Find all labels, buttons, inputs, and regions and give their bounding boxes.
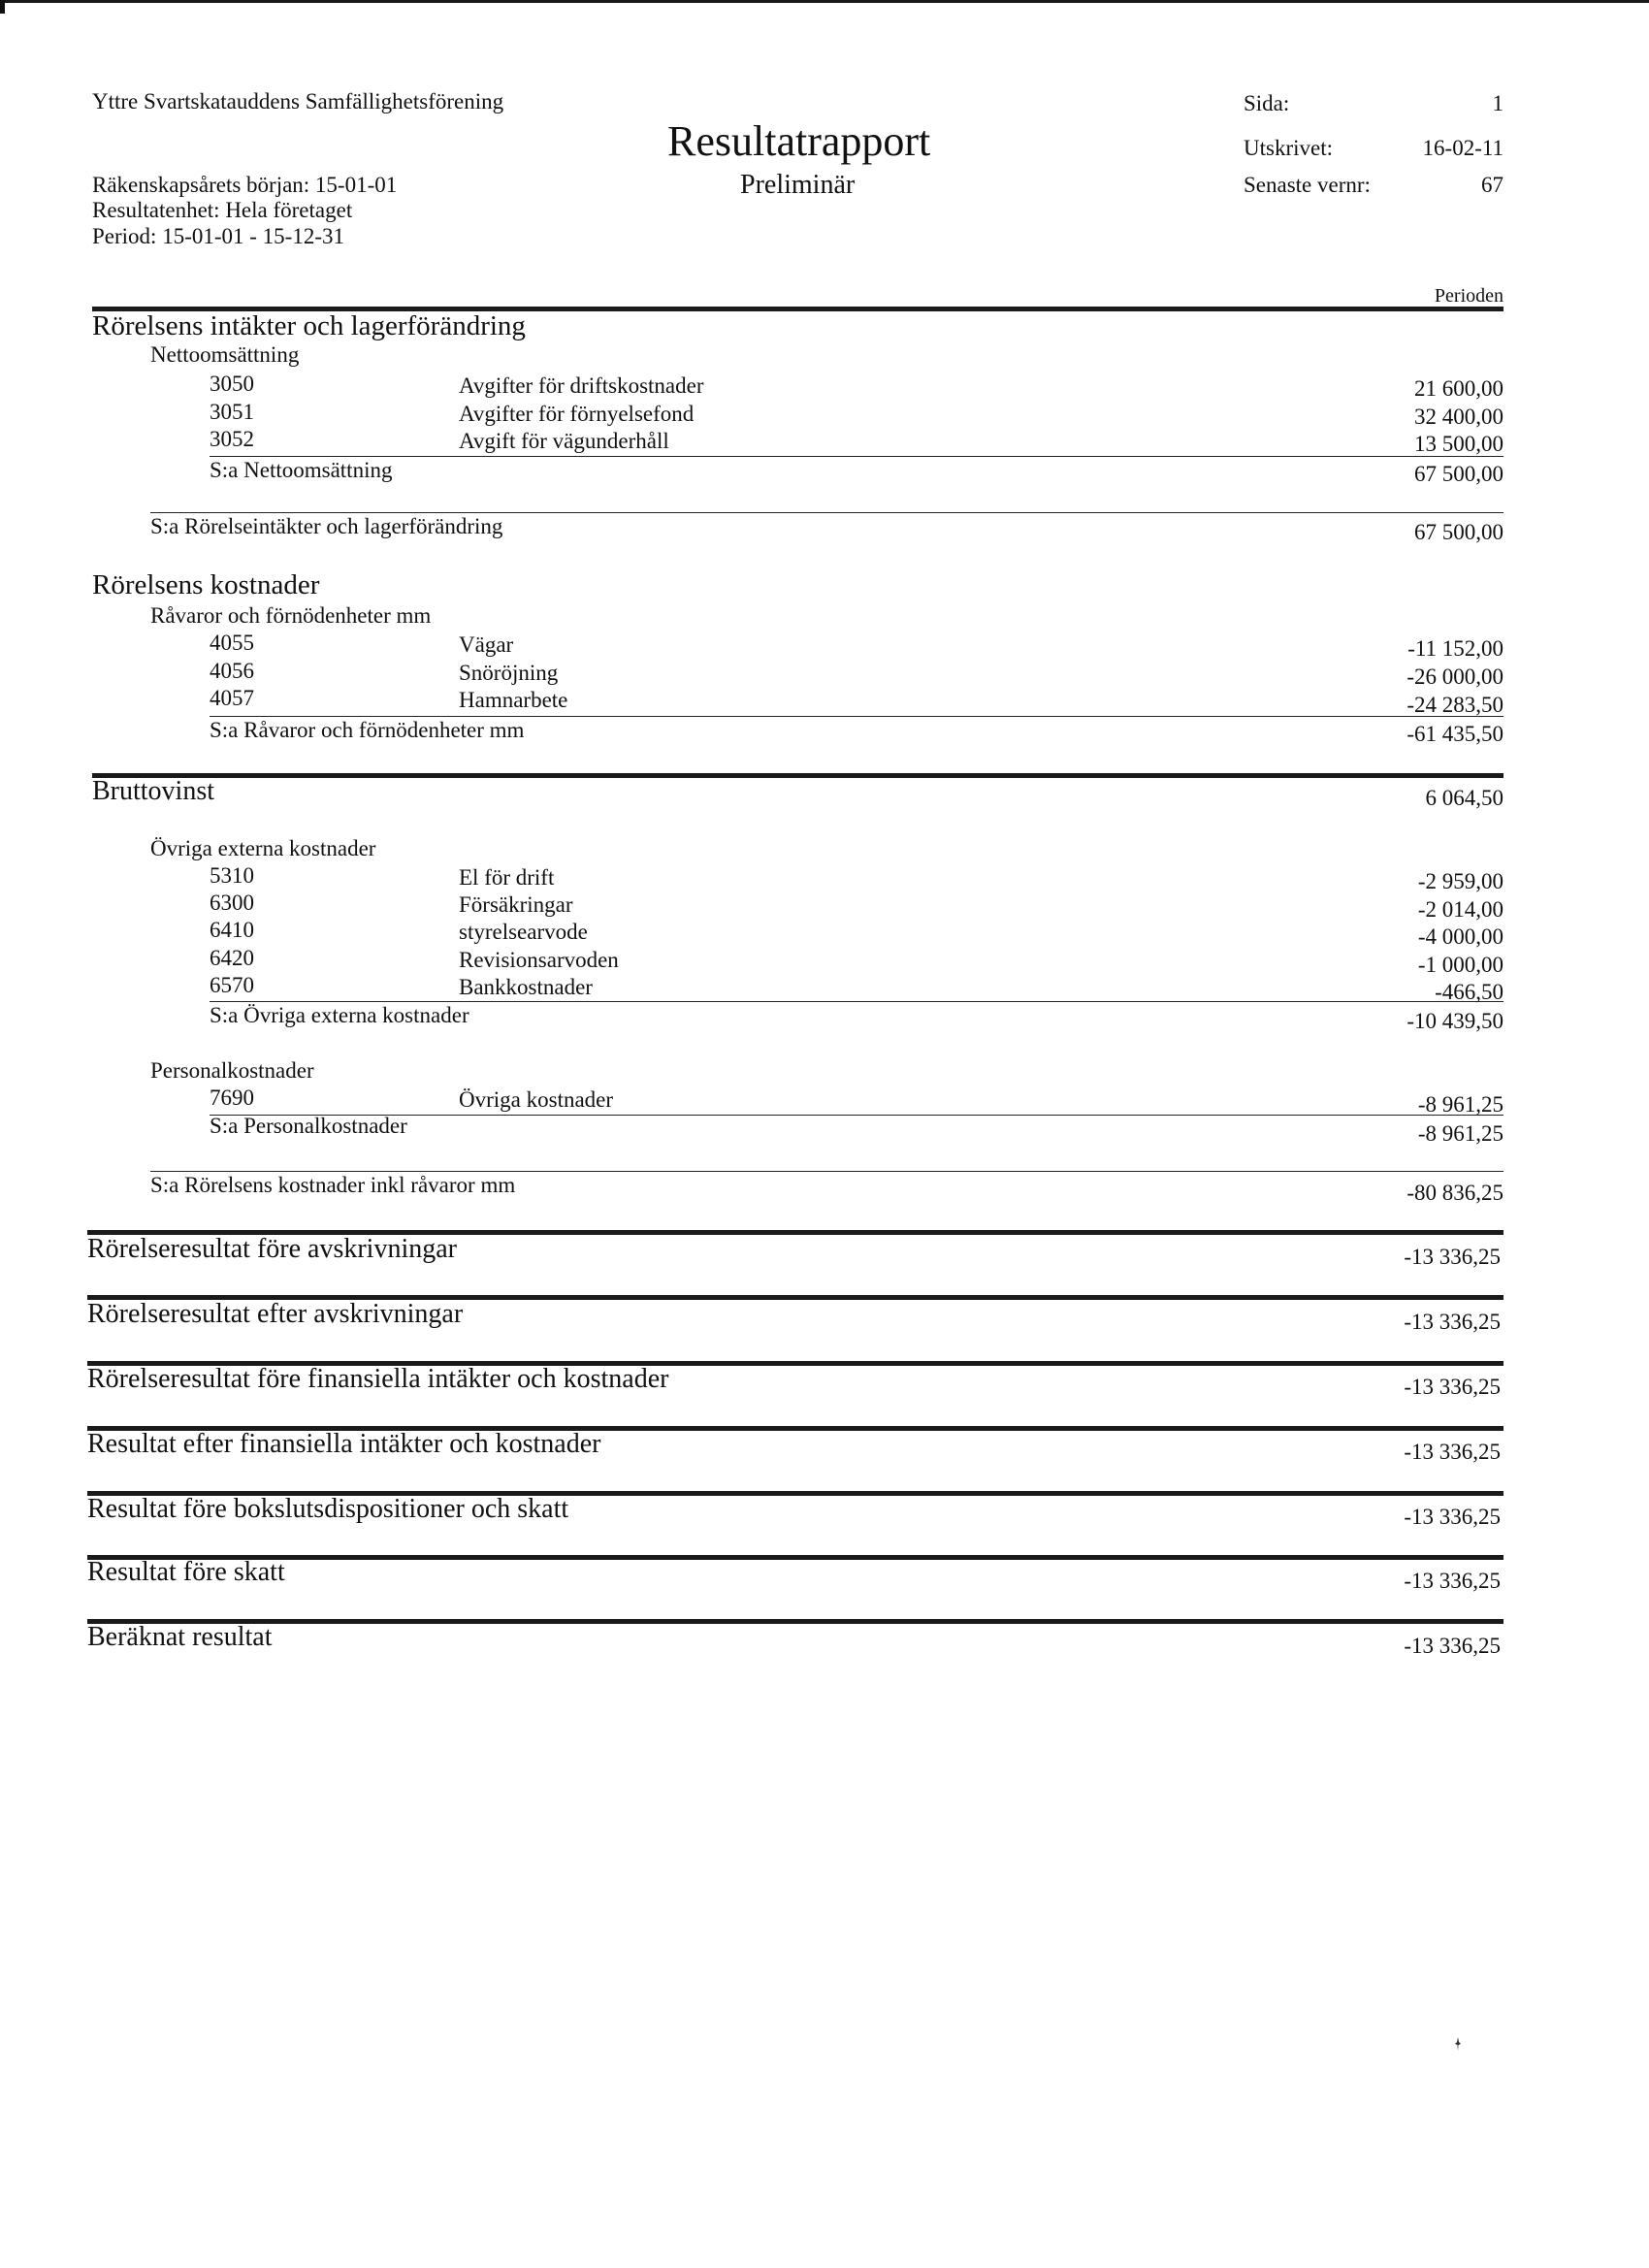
- result-unit: Resultatenhet: Hela företaget: [92, 198, 353, 222]
- account-number: 5310: [210, 863, 254, 888]
- printed-label: Utskrivet:: [1244, 136, 1333, 160]
- account-name: Övriga kostnader: [459, 1087, 614, 1112]
- account-amount: -1 000,00: [1417, 953, 1504, 977]
- version-label: Senaste vernr:: [1244, 173, 1371, 197]
- result-value: -13 336,25: [1404, 1375, 1501, 1399]
- account-amount: -24 283,50: [1406, 693, 1504, 717]
- account-name: styrelsearvode: [459, 920, 588, 944]
- printed-date: 16-02-11: [1422, 136, 1504, 160]
- account-number: 6420: [210, 946, 254, 970]
- result-value: -13 336,25: [1404, 1440, 1501, 1464]
- result-label: Rörelseresultat före finansiella intäkter och kostnader: [87, 1364, 669, 1394]
- account-number: 6300: [210, 891, 254, 915]
- result-value: -13 336,25: [1404, 1310, 1501, 1334]
- scan-top-edge: [0, 0, 1649, 3]
- account-number: 3051: [210, 400, 254, 424]
- result-value: -13 336,25: [1404, 1634, 1501, 1658]
- account-name: El för drift: [459, 865, 555, 890]
- organization-name: Yttre Svartskatauddens Samfällighetsförening: [92, 89, 504, 113]
- account-name: Bankkostnader: [459, 975, 593, 999]
- raw-materials-rule: [210, 716, 1504, 717]
- fiscal-year-start: Räkenskapsårets början: 15-01-01: [92, 173, 398, 197]
- account-number: 7690: [210, 1085, 254, 1110]
- account-number: 3050: [210, 372, 254, 396]
- report-period: Period: 15-01-01 - 15-12-31: [92, 224, 344, 248]
- result-rule: [87, 1619, 1504, 1624]
- account-amount: -466,50: [1435, 980, 1504, 1004]
- result-label: Resultat före skatt: [87, 1557, 285, 1587]
- account-amount: -2 014,00: [1417, 897, 1504, 922]
- costs-total-label: S:a Rörelsens kostnader inkl råvaror mm: [150, 1173, 516, 1197]
- result-value: -13 336,25: [1404, 1245, 1501, 1269]
- account-name: Vägar: [459, 632, 514, 657]
- account-number: 4056: [210, 659, 254, 683]
- page-label: Sida:: [1244, 91, 1290, 115]
- account-number: 6570: [210, 973, 254, 997]
- account-amount: 13 500,00: [1414, 432, 1504, 456]
- result-label: Rörelseresultat före avskrivningar: [87, 1234, 457, 1264]
- personnel-sum-label: S:a Personalkostnader: [210, 1114, 407, 1138]
- account-number: 4055: [210, 631, 254, 655]
- account-name: Avgifter för driftskostnader: [459, 373, 704, 398]
- account-name: Försäkringar: [459, 892, 573, 917]
- scan-corner-mark: [0, 0, 5, 14]
- report-title: Resultatrapport: [667, 117, 931, 165]
- account-name: Revisionsarvoden: [459, 948, 619, 972]
- personnel-sum-value: -8 961,25: [1417, 1121, 1504, 1146]
- income-group-sum-label: S:a Nettoomsättning: [210, 458, 393, 482]
- income-group-rule: [210, 456, 1504, 457]
- account-amount: 32 400,00: [1414, 405, 1504, 429]
- account-number: 6410: [210, 918, 254, 942]
- personnel-group-title: Personalkostnader: [150, 1058, 314, 1083]
- account-name: Avgift för vägunderhåll: [459, 429, 669, 453]
- account-amount: 21 600,00: [1414, 376, 1504, 401]
- raw-materials-group-title: Råvaror och förnödenheter mm: [150, 603, 432, 628]
- account-amount: -4 000,00: [1417, 924, 1504, 949]
- raw-materials-sum-value: -61 435,50: [1406, 722, 1504, 746]
- income-total-rule: [150, 512, 1504, 513]
- account-name: Snöröjning: [459, 661, 559, 685]
- account-amount: -11 152,00: [1407, 636, 1504, 661]
- account-number: 3052: [210, 427, 254, 451]
- gross-profit-rule: [92, 773, 1504, 778]
- column-header-period: Perioden: [1434, 285, 1504, 307]
- version-number: 67: [1481, 173, 1504, 197]
- income-group-sum-value: 67 500,00: [1414, 462, 1504, 486]
- external-costs-sum-label: S:a Övriga externa kostnader: [210, 1003, 469, 1027]
- external-costs-rule: [210, 1001, 1504, 1002]
- result-value: -13 336,25: [1404, 1505, 1501, 1529]
- result-label: Resultat före bokslutsdispositioner och skatt: [87, 1494, 569, 1524]
- external-costs-sum-value: -10 439,50: [1406, 1009, 1504, 1033]
- raw-materials-sum-label: S:a Råvaror och förnödenheter mm: [210, 718, 525, 742]
- income-total-value: 67 500,00: [1414, 520, 1504, 544]
- result-label: Beräknat resultat: [87, 1622, 273, 1652]
- account-amount: -2 959,00: [1417, 869, 1504, 893]
- account-number: 4057: [210, 686, 254, 710]
- account-amount: -26 000,00: [1406, 664, 1504, 689]
- result-label: Rörelseresultat efter avskrivningar: [87, 1299, 464, 1329]
- income-total-label: S:a Rörelseintäkter och lagerförändring: [150, 514, 503, 538]
- account-name: Avgifter för förnyelsefond: [459, 402, 695, 426]
- costs-total-value: -80 836,25: [1406, 1181, 1504, 1205]
- scan-speck: [1455, 2037, 1461, 2051]
- result-label: Resultat efter finansiella intäkter och kostnader: [87, 1429, 601, 1459]
- income-group-title: Nettoomsättning: [150, 342, 300, 367]
- page-number: 1: [1492, 91, 1504, 115]
- costs-total-rule: [150, 1171, 1504, 1172]
- gross-profit-label: Bruttovinst: [92, 776, 215, 806]
- result-rule: [87, 1555, 1504, 1560]
- account-name: Hamnarbete: [459, 688, 568, 712]
- gross-profit-value: 6 064,50: [1425, 786, 1504, 810]
- income-section-title: Rörelsens intäkter och lagerförändring: [92, 310, 526, 341]
- account-amount: -8 961,25: [1417, 1092, 1504, 1117]
- costs-section-title: Rörelsens kostnader: [92, 569, 320, 600]
- external-costs-group-title: Övriga externa kostnader: [150, 836, 376, 860]
- report-subtitle: Preliminär: [740, 170, 856, 200]
- result-value: -13 336,25: [1404, 1569, 1501, 1593]
